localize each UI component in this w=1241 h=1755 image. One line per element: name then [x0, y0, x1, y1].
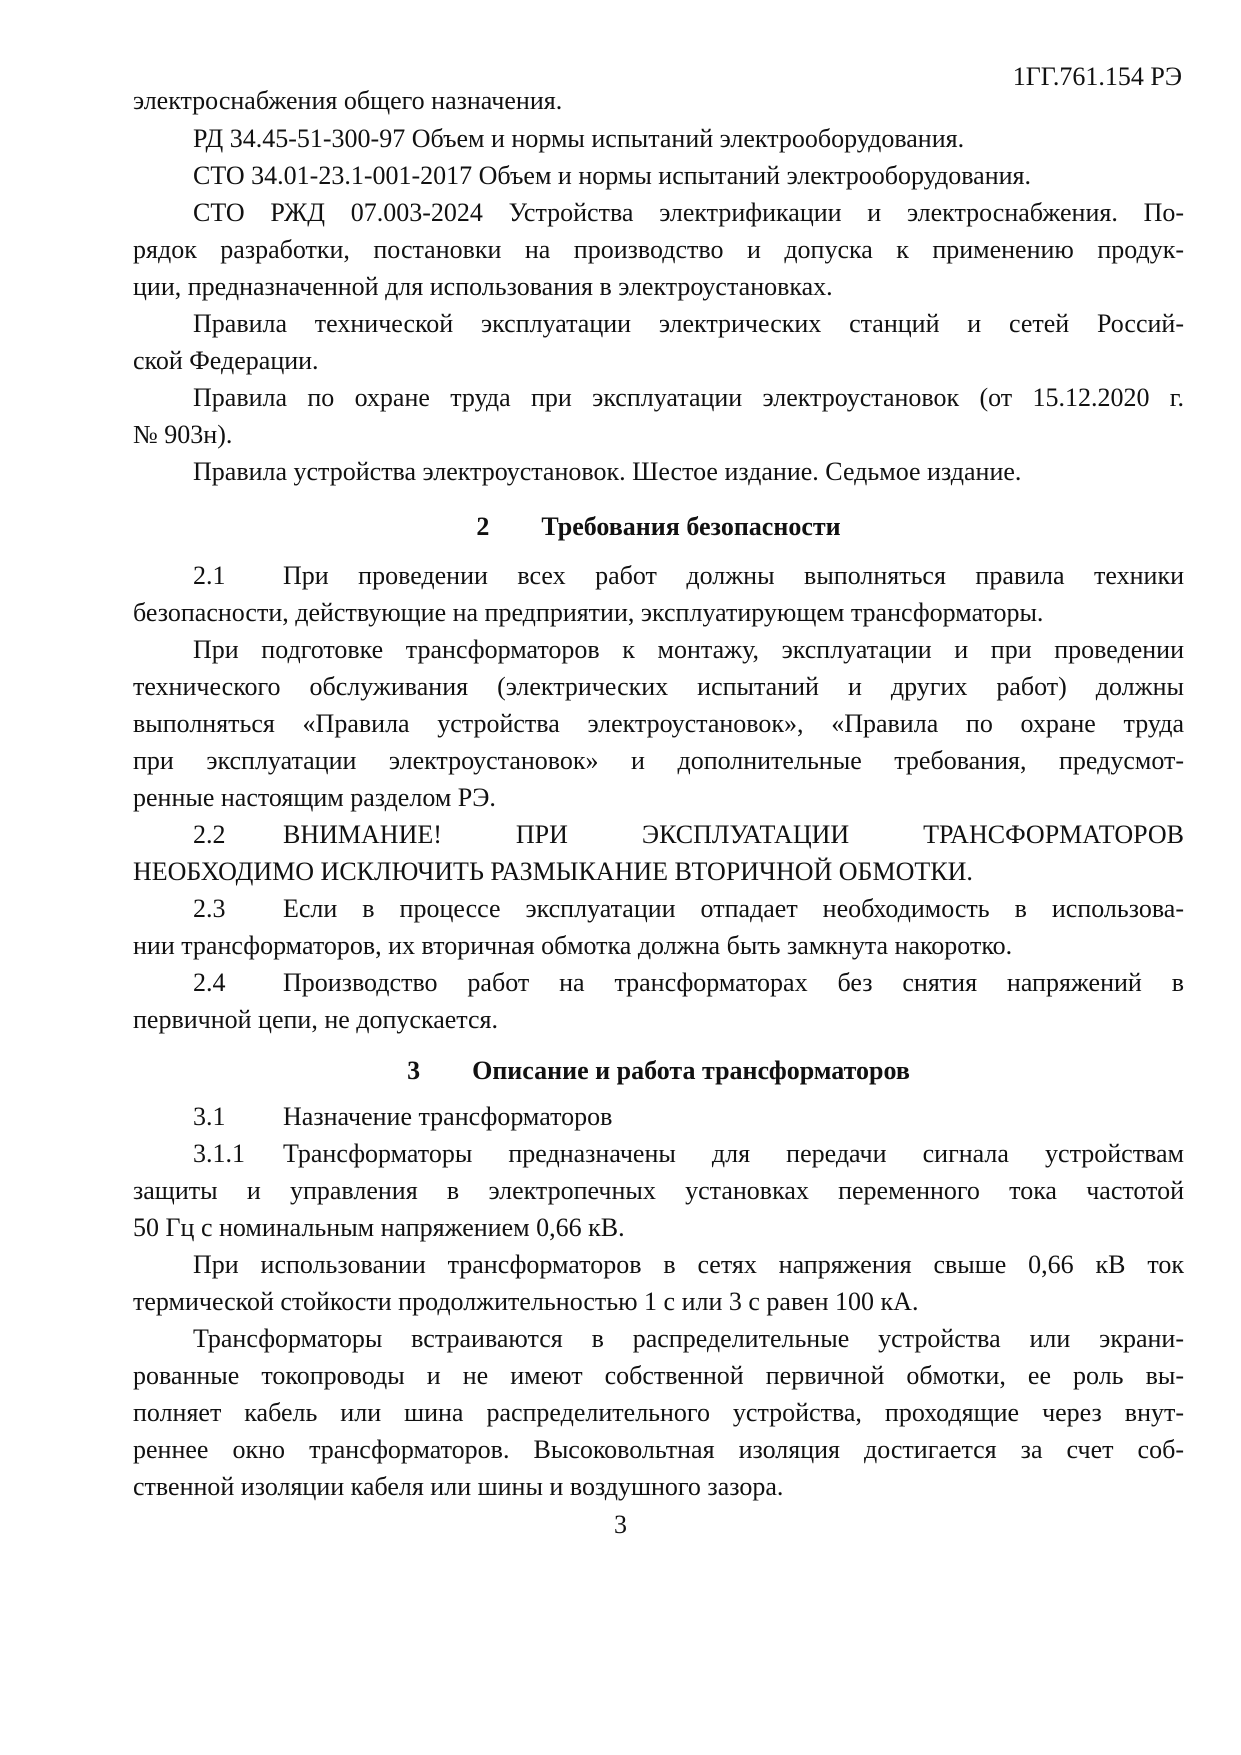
clause-text-line: 50 Гц с номинальным напряжением 0,66 кВ. — [133, 1213, 625, 1242]
clause-text: Трансформаторы предназначены для передачи сигнала устройствам — [283, 1139, 1184, 1168]
section-title: Требования безопасности — [541, 512, 841, 541]
reference-pte-line: ской Федерации. — [133, 346, 319, 375]
clause-text: Если в процессе эксплуатации отпадает необходимость в использова- — [283, 894, 1184, 923]
section-heading — [133, 1056, 1184, 1086]
reference-sto-rzhd-line: СТО РЖД 07.003-2024 Устройства электрификации и электроснабжения. По- — [193, 198, 1184, 227]
paragraph-line: выполняться «Правила устройства электроустановок», «Правила по охране труда — [133, 709, 1184, 738]
paragraph-line: При использовании трансформаторов в сетях напряжения свыше 0,66 кВ ток — [193, 1250, 1184, 1279]
clause-number: 2.2 — [193, 820, 226, 849]
reference-pot-line: № 903н). — [133, 420, 233, 449]
section-title: Описание и работа трансформаторов — [472, 1056, 910, 1085]
clause-number: 2.4 — [193, 968, 226, 997]
clause-2-3-first-line — [193, 894, 1184, 924]
section-number: 3 — [407, 1056, 421, 1085]
page-number: 3 — [614, 1510, 627, 1539]
paragraph-line: термической стойкости продолжительностью 1 с или 3 с равен 100 кА. — [133, 1287, 919, 1316]
paragraph-line: При подготовке трансформаторов к монтажу, эксплуатации и при проведении — [193, 635, 1184, 664]
reference-continuation: электроснабжения общего назначения. — [133, 86, 563, 115]
paragraph-line: ственной изоляции кабеля или шины и воздушного зазора. — [133, 1472, 784, 1501]
clause-text-line: первичной цепи, не допускается. — [133, 1005, 498, 1034]
paragraph-line: при эксплуатации электроустановок» и дополнительные требования, предусмот- — [133, 746, 1184, 775]
clause-text: При проведении всех работ должны выполняться правила техники — [283, 561, 1184, 590]
section-heading — [133, 512, 1184, 542]
clause-warning-text-line: НЕОБХОДИМО ИСКЛЮЧИТЬ РАЗМЫКАНИЕ ВТОРИЧНОЙ ОБМОТКИ. — [133, 857, 973, 886]
clause-2-1-first-line — [193, 561, 1184, 591]
clause-text-line: защиты и управления в электропечных установках переменного тока частотой — [133, 1176, 1184, 1205]
paragraph-line: Трансформаторы встраиваются в распределительные устройства или экрани- — [193, 1324, 1184, 1353]
paragraph-line: рованные токопроводы и не имеют собственной первичной обмотки, ее роль вы- — [133, 1361, 1184, 1390]
clause-number: 2.3 — [193, 894, 226, 923]
paragraph-line: технического обслуживания (электрических испытаний и других работ) должны — [133, 672, 1184, 701]
reference-pte-line: Правила технической эксплуатации электрических станций и сетей Россий- — [193, 309, 1184, 338]
clause-text: Производство работ на трансформаторах без снятия напряжений в — [283, 968, 1184, 997]
clause-number: 3.1 — [193, 1102, 226, 1131]
clause-2-2-first-line — [193, 820, 1184, 850]
clause-2-4-first-line — [193, 968, 1184, 998]
clause-number: 3.1.1 — [193, 1139, 245, 1168]
paragraph-line: ренные настоящим разделом РЭ. — [133, 783, 496, 812]
clause-number: 2.1 — [193, 561, 226, 590]
clause-text-line: безопасности, действующие на предприятии, эксплуатирующем трансформаторы. — [133, 598, 1044, 627]
document-code: 1ГГ.761.154 РЭ — [1012, 62, 1182, 91]
reference-sto-rzhd-line: ции, предназначенной для использования в электроустановках. — [133, 272, 833, 301]
clause-text-line: нии трансформаторов, их вторичная обмотка должна быть замкнута накоротко. — [133, 931, 1013, 960]
section-number: 2 — [476, 512, 490, 541]
reference-rd: РД 34.45-51-300-97 Объем и нормы испытаний электрооборудования. — [193, 124, 965, 153]
reference-pue: Правила устройства электроустановок. Шестое издание. Седьмое издание. — [193, 457, 1022, 486]
reference-sto-rzhd-line: рядок разработки, постановки на производство и допуска к применению продук- — [133, 235, 1184, 264]
reference-pot-line: Правила по охране труда при эксплуатации электроустановок (от 15.12.2020 г. — [193, 383, 1184, 412]
paragraph-line: реннее окно трансформаторов. Высоковольтная изоляция достигается за счет соб- — [133, 1435, 1184, 1464]
reference-sto-34: СТО 34.01-23.1-001-2017 Объем и нормы испытаний электрооборудования. — [193, 161, 1031, 190]
paragraph-line: полняет кабель или шина распределительного устройства, проходящие через внут- — [133, 1398, 1184, 1427]
subsection-title: Назначение трансформаторов — [283, 1102, 613, 1131]
subsection-3-1 — [193, 1102, 1184, 1132]
clause-warning-text: ВНИМАНИЕ! ПРИ ЭКСПЛУАТАЦИИ ТРАНСФОРМАТОРОВ — [283, 820, 1184, 849]
clause-3-1-1-first-line — [193, 1139, 1184, 1169]
